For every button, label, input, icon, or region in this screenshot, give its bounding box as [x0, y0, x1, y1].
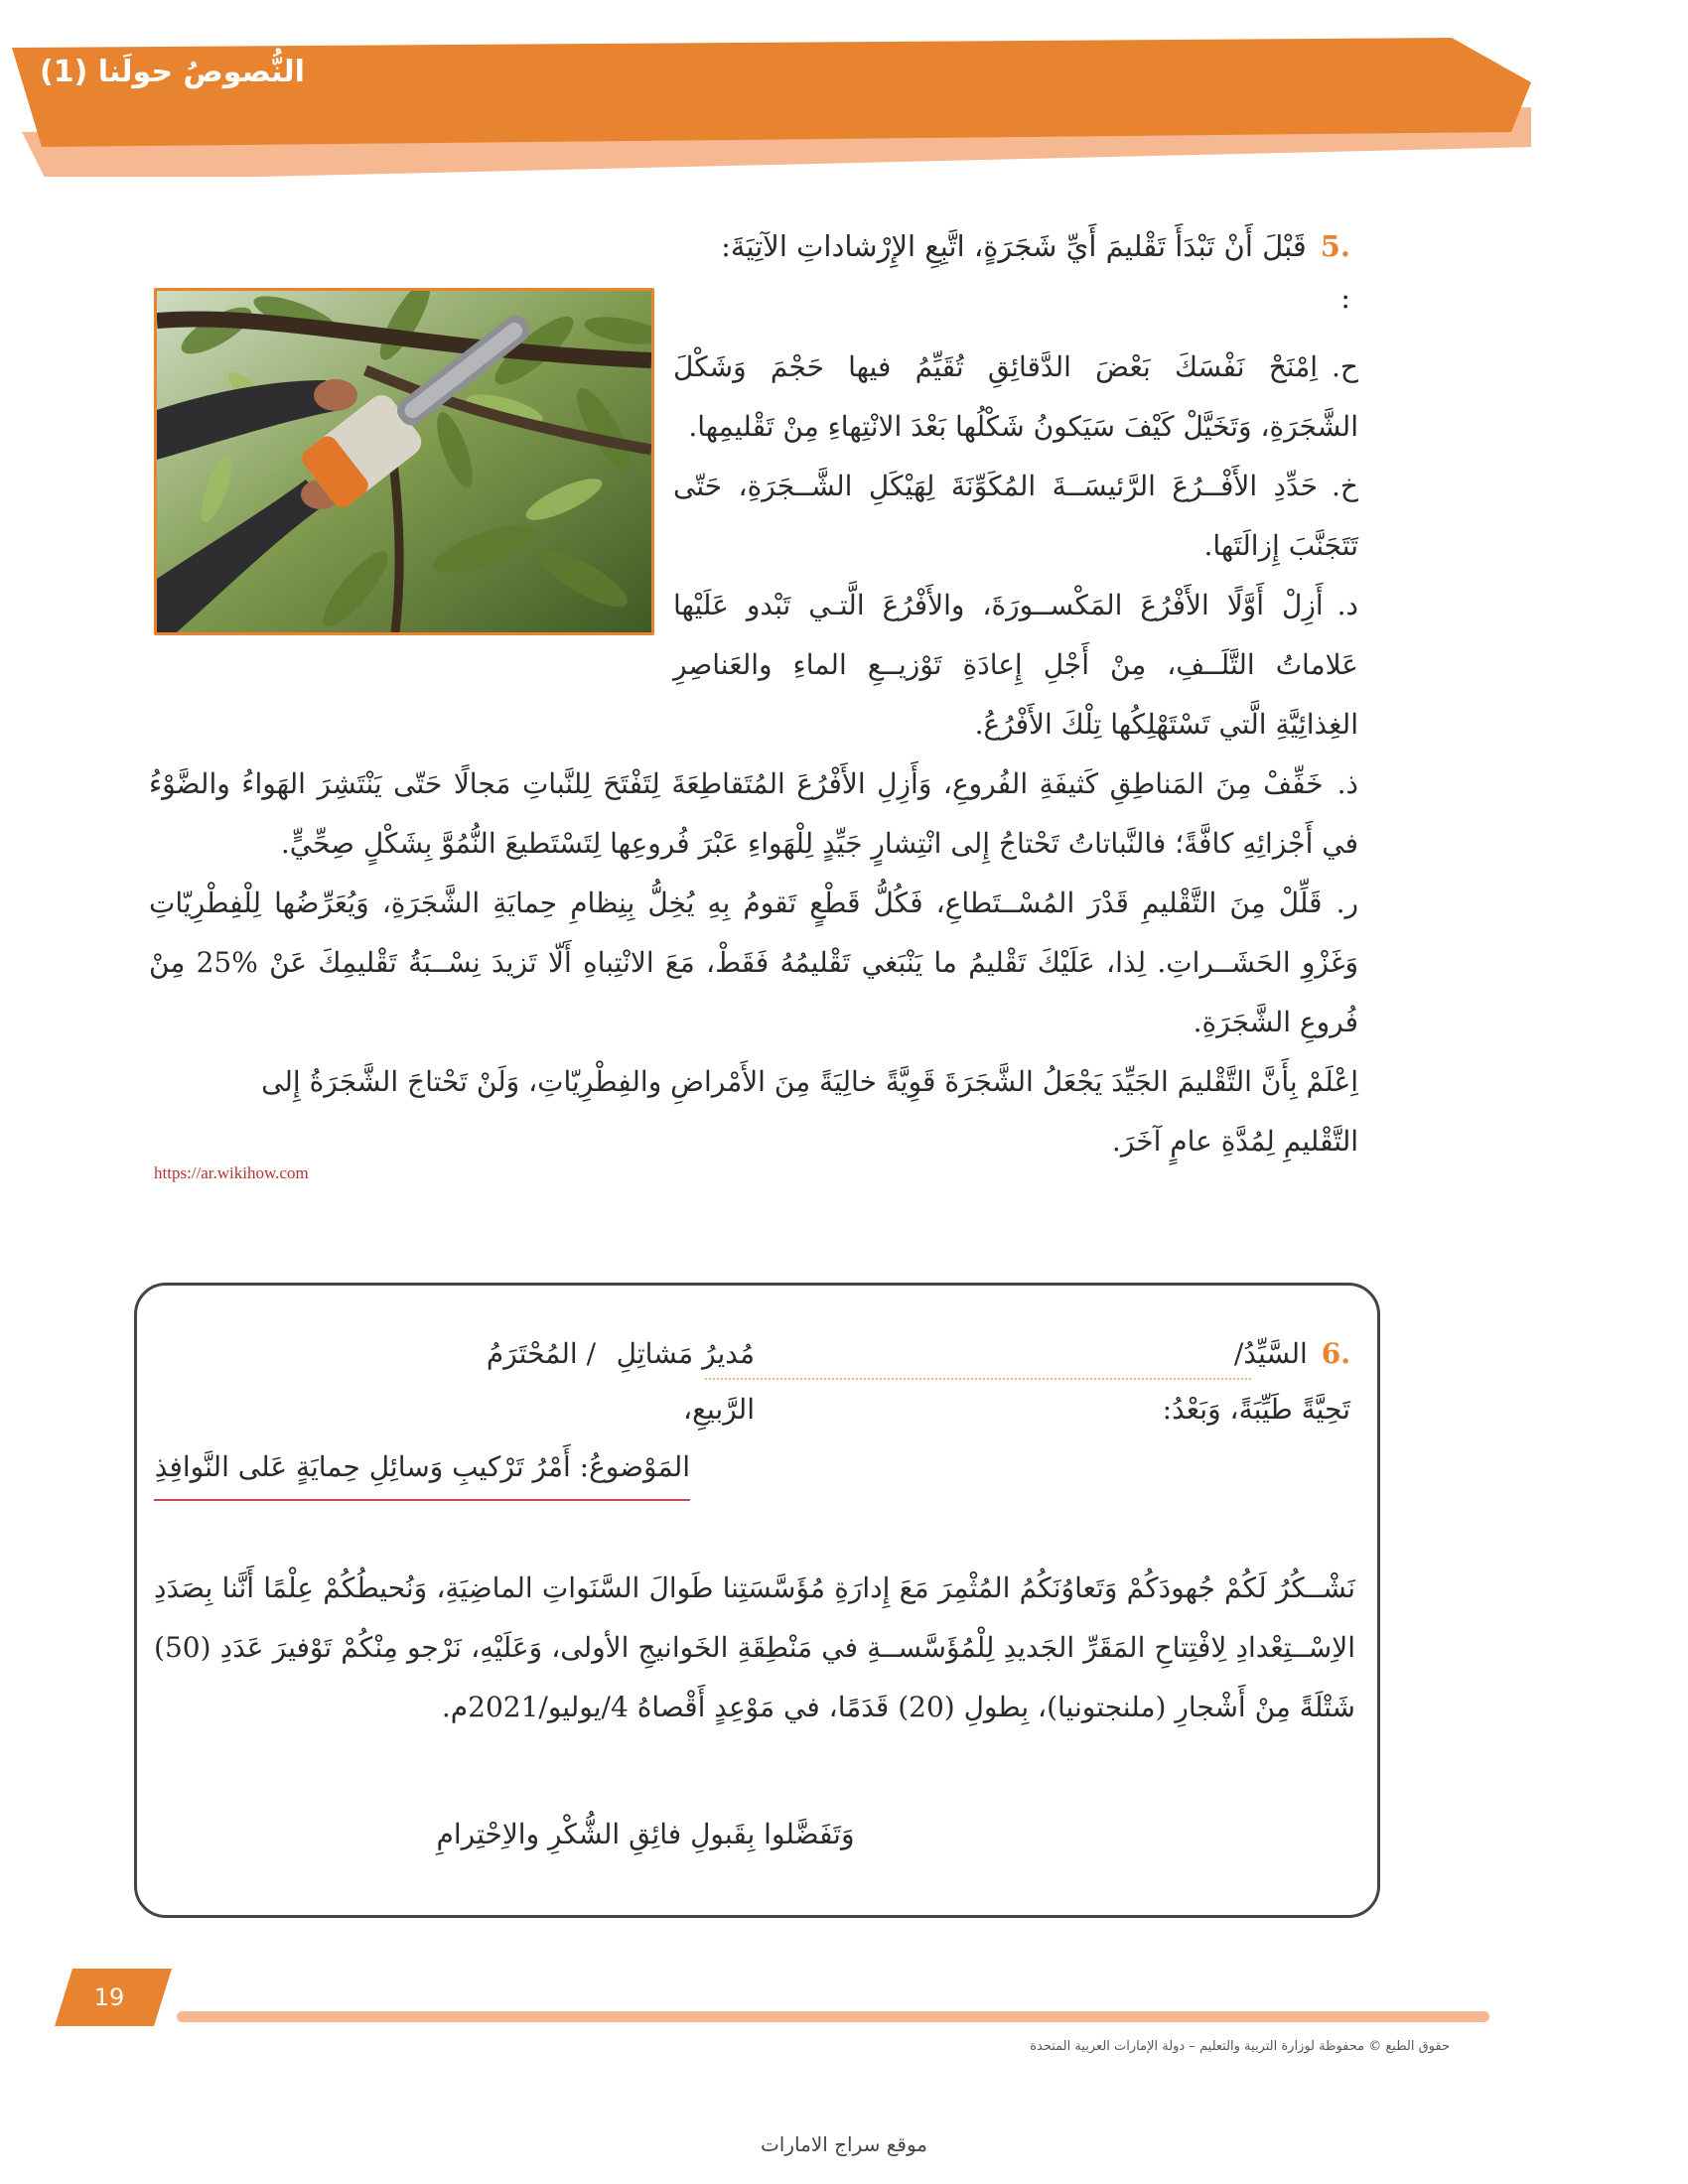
guideline-item-ra	[149, 874, 1358, 1052]
guideline-item-ha	[673, 338, 1358, 457]
letter-respected: / المُحْتَرَمُ	[486, 1337, 596, 1370]
letter-subject-block	[154, 1439, 690, 1501]
source-link[interactable]: https://ar.wikihow.com	[154, 1163, 309, 1182]
copyright-notice: حقوق الطبع © محفوظة لوزارة التربية والتعليم – دولة الإمارات العربية المتحدة	[1030, 2039, 1450, 2054]
section-title: النُّصوصُ حولَنا (1)	[40, 55, 305, 89]
letter-closing: وَتَفَضَّلوا بِقَبولِ فائِقِ الشُّكْرِ والاِحْتِرامِ	[436, 1818, 855, 1850]
item-letter: ذ.	[1336, 767, 1358, 800]
salutation-dotted-line	[705, 1378, 1251, 1380]
item-text: قَلِّلْ مِنَ التَّقْليمِ قَدْرَ المُسْــتَطاعِ، فَكُلُّ قَطْعٍ تَقومُ بِهِ يُخِلُّ بِنِظامِ حِمايَةِ الشَّجَرَةِ، وَيُعَرِّضُها لِلْفِطْرِيّاتِ وَغَزْوِ الحَشَــراتِ. لِذا، عَلَيْكَ تَقْليمُ ما يَنْبَغي تَقْليمُهُ فَقَطْ، مَعَ الانْتِباهِ أَلّا تَزيدَ نِسْــبَةُ تَقْليمِكَ عَنْ %25 مِنْ فُروعِ الشَّجَرَةِ.	[149, 887, 1358, 1038]
page-number: 19	[93, 1983, 125, 2011]
item-letter: د.	[1336, 589, 1358, 621]
guideline-item-dhal	[149, 754, 1358, 874]
tree-pruning-illustration	[157, 291, 651, 632]
item-text: اِمْنَحْ نَفْسَكَ بَعْضَ الدَّقائِقِ تُقَيِّمُ فيها حَجْمَ وَشَكْلَ الشَّجَرَةِ، وَتَخَيَّلْ كَيْفَ سَيَكونُ شَكْلُها بَعْدَ الانْتِهاءِ مِنْ تَقْليمِها.	[673, 350, 1358, 443]
letter-salutation	[1234, 1326, 1350, 1382]
exercise-5-number: .5	[1320, 229, 1350, 263]
item-letter: خ.	[1332, 470, 1358, 502]
item-letter: ح.	[1332, 350, 1358, 383]
exercise-5-intro	[715, 220, 1350, 315]
footer-rule	[177, 2011, 1489, 2022]
item-text: حَدِّدِ الأَفْــرُعَ الرَّئيسَــةَ المُكَوِّنَةَ لِهَيْكَلِ الشَّــجَرَةِ، حَتّى تَتَجَنَّبَ إِزالَتَها.	[673, 470, 1358, 562]
letter-recipient: مُديرُ مَشاتِلِ الرَّبيعِ،	[616, 1337, 755, 1426]
guideline-item-dal	[673, 576, 1358, 754]
site-name: موقع سراج الامارات	[760, 2132, 928, 2156]
tree-pruning-photo	[154, 288, 654, 635]
item-letter: ر.	[1336, 887, 1358, 919]
letter-greeting: تَحِيَّةً طَيِّبَةً، وَبَعْدُ:	[1162, 1393, 1350, 1426]
pruning-note: اِعْلَمْ بِأَنَّ التَّقْليمَ الجَيِّدَ يَجْعَلُ الشَّجَرَةَ قَوِيَّةً خالِيَةً مِنَ الأَمْراضِ والفِطْرِيّاتِ، وَلَنْ تَحْتاجَ الشَّجَرَةُ إِلى التَّقْليمِ لِمُدَّةِ عامٍ آخَرَ.	[261, 1065, 1358, 1158]
item-text: أَزِلْ أَوَّلًا الأَفْرُعَ المَكْســورَةَ، والأَفْرُعَ الَّتـي تَبْدو عَلَيْها عَلاماتُ التَّلَــفِ، مِنْ أَجْلِ إِعادَةِ تَوْزيــعِ الماءِ والعَناصِرِ الغِذائِيَّةِ الَّتي تَسْتَهْلِكُها تِلْكَ الأَفْرُعُ.	[673, 589, 1358, 741]
exercise-6-number: .6	[1321, 1337, 1350, 1370]
letter-subject: المَوْضوعُ: أَمْرُ تَرْكيبِ وَسائِلِ حِمايَةٍ عَلى النَّوافِذِ	[154, 1450, 690, 1483]
subject-underline	[154, 1499, 690, 1501]
item-text: خَفِّفْ مِنَ المَناطِقِ كَثيفَةِ الفُروعِ، وَأَزِلِ الأَفْرُعَ المُتَقاطِعَةَ لِتَفْتَحَ لِلنَّباتِ مَجالًا حَتّى يَنْتَشِرَ الهَواءُ والضَّوْءُ في أَجْزائِهِ كافَّةً؛ فالنَّباتاتُ تَحْتاجُ إِلى انْتِشارٍ جَيِّدٍ لِلْهَواءِ عَبْرَ فُروعِها لِتَسْتَطيعَ النُّمُوَّ بِشَكْلٍ صِحِّيٍّ.	[149, 767, 1358, 860]
letter-body: نَشْــكُرُ لَكُمْ جُهودَكُمْ وَتَعاوُنَكُمُ المُثْمِرَ مَعَ إِدارَةِ مُؤَسَّسَتِنا طَوالَ السَّنَواتِ الماضِيَةِ، وَنُحيطُكُمْ عِلْمًا أَنَّنا بِصَدَدِ الاِسْــتِعْدادِ لِافْتِتاحِ المَقَرِّ الجَديدِ لِلْمُؤَسَّســةِ في مَنْطِقَةِ الخَوانيجِ الأولى، وَعَلَيْهِ، نَرْجو مِنْكُمْ تَوْفيرَ عَدَدِ (50) شَتْلَةً مِنْ أَشْجارِ (ملنجتونيا)، بِطولِ (20) قَدَمًا، في مَوْعِدٍ أَقْصاهُ 4/يوليو/2021م.	[154, 1571, 1355, 1723]
guideline-item-kha	[673, 457, 1358, 576]
exercise-5-intro-text: قَبْلَ أَنْ تَبْدَأَ تَقْليمَ أَيِّ شَجَرَةٍ، اتَّبِعِ الإِرْشاداتِ الآتِيَةَ: :	[721, 229, 1350, 315]
letter-sir: السَّيِّدُ/	[1233, 1337, 1308, 1370]
